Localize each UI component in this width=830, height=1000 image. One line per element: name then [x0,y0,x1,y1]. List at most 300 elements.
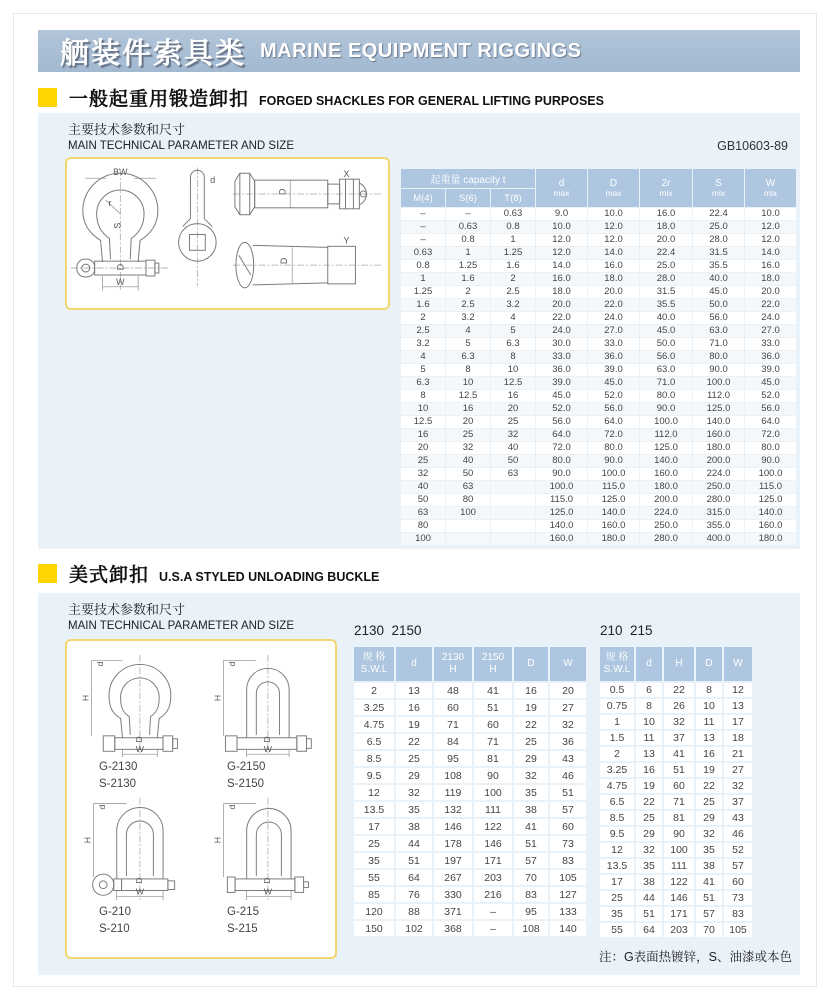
table-cell: 100 [446,507,490,519]
table-cell: 37 [724,795,752,809]
col-header-W: W [550,647,586,681]
col-header-d: d [396,647,432,681]
table-cell: 13 [636,747,662,761]
table-row [600,747,752,761]
section1-title [38,84,604,111]
banner-title-zh: 舾装件索具类 [60,37,247,70]
table-cell: 22.4 [693,208,744,220]
table-cell: 80.0 [640,390,692,402]
param-label-zh: 主要技术参数和尺寸 [68,122,186,137]
table-row [600,859,752,873]
table-row [600,811,752,825]
col-header-s6: S(6) [446,189,490,207]
table-cell: 63 [401,507,445,519]
table-row [401,390,796,402]
standard-number: GB10603-89 [717,139,788,153]
table-cell: 4.75 [600,779,634,793]
table-cell: 25 [396,751,432,766]
table-cell: 32 [401,468,445,480]
table-row [354,819,586,834]
table-cell: – [446,208,490,220]
dim-label-h: H [80,694,91,702]
table-cell: 111 [474,802,512,817]
table-cell: 80 [446,494,490,506]
table-cell: 9.5 [354,768,394,783]
table-cell: 13 [396,683,432,698]
table-cell: 10.0 [588,208,639,220]
dim-label-h: H [212,694,223,702]
table-cell: 122 [664,875,694,889]
table-cell [446,533,490,545]
table-cell: 60 [550,819,586,834]
table-row [401,481,796,493]
table-row [600,779,752,793]
table-cell: 2 [401,312,445,324]
table-cell: – [401,234,445,246]
table-cell: 50.0 [640,338,692,350]
tableB-group-label: 210 215 [600,623,653,638]
table-cell: 171 [474,853,512,868]
table-cell: 81 [474,751,512,766]
table-row [401,221,796,233]
yellow-bullet-icon [38,88,57,107]
table-cell: 60 [474,717,512,732]
dim-label-w: W [135,744,144,755]
table-cell: 50.0 [693,299,744,311]
section1-title-zh: 一般起重用锻造卸扣 [69,89,250,110]
dee-shackle-eye-pin-figure [78,794,196,904]
table-cell: 200.0 [693,455,744,467]
table-cell: 73 [550,836,586,851]
table-cell: 90.0 [693,364,744,376]
table-cell: 127 [550,887,586,902]
table-cell: 267 [434,870,472,885]
table-cell: 19 [396,717,432,732]
table-cell: 1 [446,247,490,259]
table-cell: 12.0 [745,234,796,246]
section2-panel [38,593,800,975]
table-cell: 119 [434,785,472,800]
table-cell: 22 [396,734,432,749]
table-cell: 64 [396,870,432,885]
table-cell: 70 [696,923,722,937]
table-cell: 16 [446,403,490,415]
table-cell: 146 [434,819,472,834]
table-cell: 280.0 [640,533,692,545]
figure-caption: G-2150 [227,761,266,773]
table-cell: 17 [354,819,394,834]
dim-label-s: S [112,222,123,229]
table-cell: 10 [491,364,535,376]
table-cell: 16 [696,747,722,761]
table-cell: 63.0 [693,325,744,337]
table-row [401,351,796,363]
table-cell: 2.5 [446,299,490,311]
col-header-swl: 规 格 S.W.L [354,647,394,681]
table-row [354,751,586,766]
table-row [401,312,796,324]
table-cell [446,520,490,532]
table-cell: 1.6 [446,273,490,285]
table-cell: 71 [474,734,512,749]
table-cell: 330 [434,887,472,902]
forged-shackle-drawing [67,159,388,308]
dim-label-D: D [133,877,144,885]
col-header-D: D [514,647,548,681]
table-cell: 60 [434,700,472,715]
table-cell: 80 [401,520,445,532]
table-cell: 224.0 [693,468,744,480]
table-cell: 100.0 [536,481,587,493]
table-cell: 40 [491,442,535,454]
table-cell: 71 [434,717,472,732]
table-cell: 22.4 [640,247,692,259]
table-cell: 64.0 [745,416,796,428]
table-cell: 22.0 [536,312,587,324]
table-cell: 36.0 [745,351,796,363]
table-cell: 56.0 [745,403,796,415]
table-row [354,921,586,936]
table-row [401,533,796,545]
table-cell: 40 [446,455,490,467]
col-header-H: H [664,647,694,681]
table-cell: 160.0 [693,429,744,441]
table-cell: 6 [636,683,662,697]
col-header-t8: T(8) [491,189,535,207]
table-cell: 56.0 [536,416,587,428]
dim-label-w: W [263,744,272,755]
table-cell: 50 [446,468,490,480]
table-cell: 140.0 [640,455,692,467]
table-cell: 8.5 [600,811,634,825]
table-row [354,785,586,800]
table-cell: 33.0 [536,351,587,363]
table-cell: 46 [724,827,752,841]
table-cell: 31.5 [640,286,692,298]
table-cell: 80.0 [745,442,796,454]
table-cell: 0.63 [491,208,535,220]
table-cell: 125.0 [745,494,796,506]
table-cell: 4.75 [354,717,394,732]
table-cell: 1.25 [446,260,490,272]
table-cell: 0.8 [491,221,535,233]
table-cell: 38 [396,819,432,834]
table-cell: 9.0 [536,208,587,220]
table-cell: 24.0 [588,312,639,324]
table-cell: 16.0 [745,260,796,272]
yellow-bullet-icon [38,564,57,583]
table-cell: 39.0 [745,364,796,376]
table-cell: 160.0 [640,468,692,480]
table-cell: 71.0 [640,377,692,389]
table-cell: 140.0 [693,416,744,428]
table-cell: 315.0 [693,507,744,519]
table-row [600,827,752,841]
param-label-en: MAIN TECHNICAL PARAMETER AND SIZE [68,619,294,632]
table-cell: 25.0 [693,221,744,233]
table-row [600,843,752,857]
dim-label-d: d [95,661,106,667]
table-cell: 51 [514,836,548,851]
table-cell: 71.0 [693,338,744,350]
figure-caption: G-2130 [99,761,138,773]
table-cell: 32 [724,779,752,793]
table-row [600,891,752,905]
table-cell: 12 [724,683,752,697]
table-cell: 18.0 [536,286,587,298]
dim-label-w: W [135,886,144,897]
figure-g210 [73,794,201,937]
capacity-header: 起重量 capacity t [401,169,535,188]
col-header-2130h: 2130 H [434,647,472,681]
table-row [401,299,796,311]
col-header-2150h: 2150 H [474,647,512,681]
table-row [401,468,796,480]
table-cell: 13.5 [354,802,394,817]
table-row [600,731,752,745]
table-cell: 371 [434,904,472,919]
table-cell: 51 [696,891,722,905]
table-cell: 100.0 [745,468,796,480]
table-row [354,870,586,885]
table-cell: 32 [664,715,694,729]
col-header-2r: 2r mix [640,169,692,207]
table-cell: 3.25 [600,763,634,777]
table-cell: 105 [724,923,752,937]
table-cell: 16 [514,683,548,698]
table-cell: 90.0 [745,455,796,467]
table-cell: 88 [396,904,432,919]
forged-shackles-table [400,168,797,546]
table-cell: 24.0 [536,325,587,337]
table-row [401,455,796,467]
dim-label-D: D [261,736,272,743]
table-cell: 108 [514,921,548,936]
table-cell: 180.0 [745,533,796,545]
table-cell: 3.25 [354,700,394,715]
dim-label-d-pin: D [115,263,126,271]
table-cell: 250.0 [693,481,744,493]
table-cell: 1.25 [401,286,445,298]
table-cell: 52 [724,843,752,857]
table-row [401,403,796,415]
table-cell: 12.0 [745,221,796,233]
table-cell: 0.8 [446,234,490,246]
table-cell: 112.0 [640,429,692,441]
dim-label-D: D [261,877,272,885]
table-cell: – [474,904,512,919]
table-cell: 29 [696,811,722,825]
table-cell: 52.0 [588,390,639,402]
table-cell: 12.0 [536,247,587,259]
dim-label-bw: BW [113,167,128,178]
table-cell: 35.5 [693,260,744,272]
table-cell: 50 [491,455,535,467]
table-cell: 19 [696,763,722,777]
table-cell: 32 [550,717,586,732]
table-cell: 38 [696,859,722,873]
table-cell: 13 [724,699,752,713]
table-cell: 108 [434,768,472,783]
table-cell: 46 [550,768,586,783]
shackle-drawing-box-1 [65,157,390,310]
table-cell: 45.0 [745,377,796,389]
table-cell: 0.63 [401,247,445,259]
table-row [600,907,752,921]
table-cell: 12 [600,843,634,857]
table-cell: 146 [664,891,694,905]
table-cell: 90.0 [536,468,587,480]
col-header-S: S mix [693,169,744,207]
table-cell: 1 [401,273,445,285]
table-row [354,700,586,715]
table-cell: 22.0 [745,299,796,311]
table-cell: – [401,208,445,220]
table-cell: 224.0 [640,507,692,519]
table-cell: 160.0 [536,533,587,545]
table-cell: 32 [636,843,662,857]
table-cell: 80.0 [693,351,744,363]
table-cell: 6.5 [600,795,634,809]
table-cell: 57 [696,907,722,921]
dim-label-h: H [82,837,93,844]
table-cell: 80.0 [536,455,587,467]
table-cell: 84 [434,734,472,749]
table-cell: 41 [474,683,512,698]
section2-title-en: U.S.A STYLED UNLOADING BUCKLE [159,570,380,584]
table-cell: 35 [514,785,548,800]
col-header-D: D [696,647,722,681]
table-cell: 12.0 [536,234,587,246]
table-cell: 4 [491,312,535,324]
table-cell: 22.0 [588,299,639,311]
table-row [401,273,796,285]
table-cell: 125.0 [640,442,692,454]
table-cell: 25 [636,811,662,825]
table-cell: 20 [401,442,445,454]
table-cell: 100 [474,785,512,800]
table-cell: 16 [401,429,445,441]
dim-label-w: W [116,276,125,287]
table-cell: 35 [354,853,394,868]
table-cell: 73 [724,891,752,905]
pin-x-label: X [343,169,350,180]
table-cell: 64 [636,923,662,937]
table-cell: 6.5 [354,734,394,749]
table-cell: 71 [664,795,694,809]
table-cell: 16 [396,700,432,715]
table-cell: 36.0 [536,364,587,376]
table-row [600,763,752,777]
table-cell: 36 [550,734,586,749]
table-cell: 26 [664,699,694,713]
table-cell: 35 [396,802,432,817]
table-cell: 81 [664,811,694,825]
table-cell: 27.0 [588,325,639,337]
table-row [354,853,586,868]
table-cell: 100.0 [640,416,692,428]
table-cell: 56.0 [588,403,639,415]
table-cell: 52.0 [536,403,587,415]
table-cell: 20.0 [640,234,692,246]
table-cell: 140.0 [745,507,796,519]
table-row [401,286,796,298]
table-cell: 57 [550,802,586,817]
section2-title-zh: 美式卸扣 [69,565,150,586]
table-cell: 105 [550,870,586,885]
table-cell: 16 [636,763,662,777]
table-cell: 8 [446,364,490,376]
table-cell: 140.0 [536,520,587,532]
table-cell: 28.0 [640,273,692,285]
table-cell: 12.0 [588,234,639,246]
table-cell: 16.0 [536,273,587,285]
dim-label-w: W [263,886,272,897]
table-cell: 20 [491,403,535,415]
table-cell: 180.0 [588,533,639,545]
table-cell: 25 [446,429,490,441]
table-cell: 32 [446,442,490,454]
table-cell: 18.0 [588,273,639,285]
table-cell: 22 [636,795,662,809]
table-cell: 115.0 [745,481,796,493]
table-cell: 57 [724,859,752,873]
table-cell: 178 [434,836,472,851]
dim-label-d: d [97,804,108,810]
table-cell: 38 [636,875,662,889]
table-cell: 12.5 [401,416,445,428]
table-cell: 16.0 [588,260,639,272]
table-cell: 160.0 [588,520,639,532]
table-cell: 27.0 [745,325,796,337]
table-cell: 250.0 [640,520,692,532]
table-row [600,699,752,713]
table-row [401,234,796,246]
table-cell: 50 [401,494,445,506]
table-cell: 140 [550,921,586,936]
table-cell [491,481,535,493]
table-cell: 10 [446,377,490,389]
table-cell: 30.0 [536,338,587,350]
table-cell: 25 [401,455,445,467]
section1-panel [38,113,800,549]
table-cell: 18.0 [745,273,796,285]
table-cell: 95 [434,751,472,766]
shackle-drawing-box-2 [65,639,337,959]
table-cell: 6.3 [491,338,535,350]
table-cell: 2 [354,683,394,698]
table-cell: 1.6 [491,260,535,272]
table-cell: 100.0 [588,468,639,480]
table-row [401,364,796,376]
table-row [600,923,752,937]
table-cell: 120 [354,904,394,919]
figure-g2150 [201,649,329,792]
table-cell: 112.0 [693,390,744,402]
table-cell: 80.0 [588,442,639,454]
table-cell: 25 [354,836,394,851]
table-cell: 36.0 [588,351,639,363]
table-cell: 22 [664,683,694,697]
table-cell: 3.2 [491,299,535,311]
table-cell: 27 [550,700,586,715]
table-cell: 95 [514,904,548,919]
table-row [354,887,586,902]
table-cell: 8.5 [354,751,394,766]
figure-caption: S-210 [99,923,130,936]
table-cell: 64.0 [588,416,639,428]
table-cell [491,533,535,545]
